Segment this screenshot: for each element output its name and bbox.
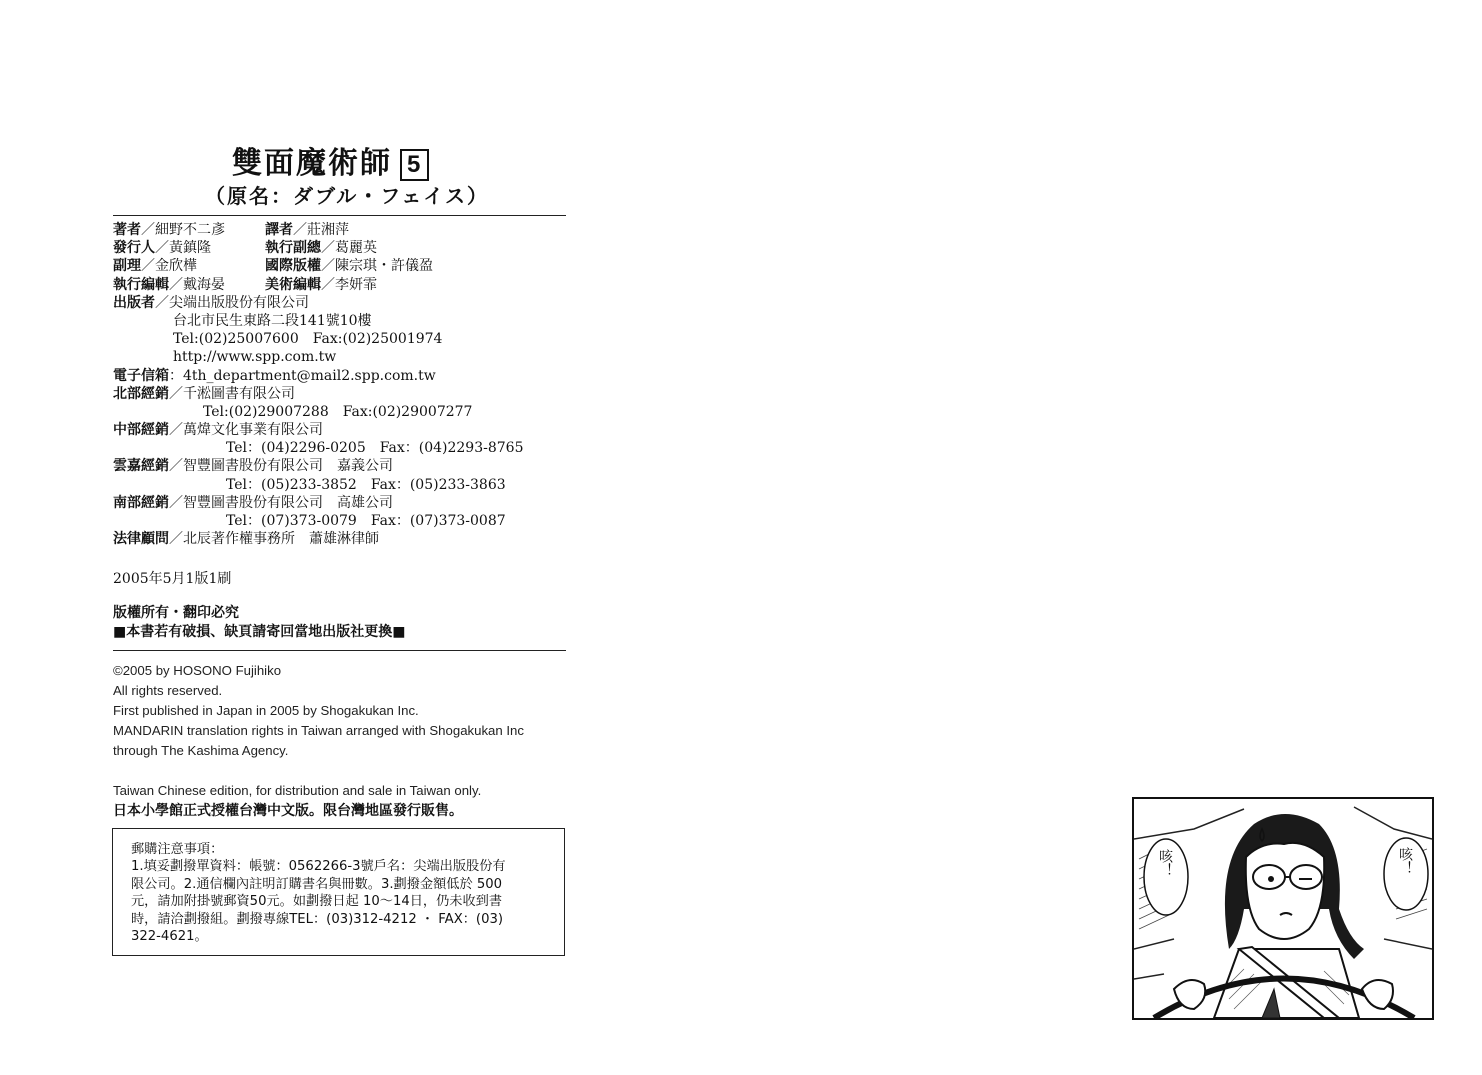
distributor-south: 南部經銷／智豐圖書股份有限公司 高雄公司 bbox=[113, 494, 393, 511]
volume-number: 5 bbox=[400, 149, 429, 181]
bubble-left-text: 咳！ bbox=[1157, 849, 1173, 877]
rights-rule bbox=[113, 650, 566, 651]
credit-row: 副理／金欣樺 國際版權／陳宗琪・許儀盈 bbox=[113, 258, 433, 275]
distributor-north: 北部經銷／千淞圖書有限公司 bbox=[113, 385, 295, 402]
comic-panel bbox=[1132, 797, 1434, 1020]
postal-line: 限公司。2.通信欄內註明訂購書名與冊數。3.劃撥金額低於 500 bbox=[131, 876, 503, 892]
agency-line: through The Kashima Agency. bbox=[113, 743, 289, 758]
email-row: 電子信箱：4th_department@mail2.spp.com.tw bbox=[113, 367, 436, 384]
damage-notice: ■本書若有破損、缺頁請寄回當地出版社更換■ bbox=[113, 624, 406, 640]
title-text: 雙面魔術師 bbox=[232, 146, 392, 181]
first-published-line: First published in Japan in 2005 by Shogakukan Inc. bbox=[113, 703, 419, 718]
publisher-address: 台北市民生東路二段141號10樓 bbox=[173, 312, 372, 329]
postal-line: 1.填妥劃撥單資料：帳號：0562266-3號戶名：尖端出版股份有 bbox=[131, 859, 506, 875]
publisher-url[interactable]: http://www.spp.com.tw bbox=[173, 349, 337, 366]
distributor-chiayi: 雲嘉經銷／智豐圖書股份有限公司 嘉義公司 bbox=[113, 458, 393, 475]
publisher-phone: Tel:(02)25007600 Fax:(02)25001974 bbox=[173, 331, 443, 348]
book-title bbox=[232, 138, 429, 182]
credits-block bbox=[113, 221, 523, 548]
copyright-line: ©2005 by HOSONO Fujihiko bbox=[113, 663, 282, 678]
postal-line: 時，請洽劃撥組。劃撥專線TEL：(03)312-4212 ・ FAX：(03) bbox=[131, 911, 503, 927]
legal-advisor: 法律顧問／北辰著作權事務所 蕭雄淋律師 bbox=[113, 531, 379, 548]
distributor-chiayi-contact: Tel：(05)233-3852 Fax：(05)233-3863 bbox=[226, 476, 506, 493]
postal-heading: 郵購注意事項： bbox=[131, 842, 224, 857]
credit-row: 執行編輯／戴海晏 美術編輯／李妍霏 bbox=[113, 276, 377, 293]
distributor-central: 中部經銷／萬煒文化事業有限公司 bbox=[113, 422, 323, 439]
postal-line: 322-4621。 bbox=[131, 929, 208, 945]
distributor-north-contact: Tel:(02)29007288 Fax:(02)29007277 bbox=[203, 403, 473, 420]
english-copyright bbox=[113, 661, 524, 821]
original-title: （原名：ダブル・フェイス） bbox=[205, 184, 489, 208]
credit-row: 著者／細野不二彥 譯者／莊湘萍 bbox=[113, 222, 349, 238]
postal-line: 元，請加附掛號郵資50元。如劃撥日起 10～14日，仍未收到書 bbox=[131, 894, 503, 910]
credit-row: 發行人／黃鎮隆 執行副總／葛麗英 bbox=[113, 240, 377, 257]
authorized-line: 日本小學館正式授權台灣中文版。限台灣地區發行販售。 bbox=[113, 803, 463, 819]
rights-notice bbox=[113, 604, 405, 642]
distributor-south-contact: Tel：(07)373-0079 Fax：(07)373-0087 bbox=[226, 513, 506, 529]
postal-order-notice bbox=[112, 828, 565, 956]
bubble-right-text: 咳！ bbox=[1397, 847, 1413, 875]
distributor-central-contact: Tel：(04)2296-0205 Fax：(04)2293-8765 bbox=[226, 440, 524, 457]
comic-illustration bbox=[1134, 799, 1432, 1018]
publisher-name: 出版者／尖端出版股份有限公司 bbox=[113, 294, 309, 311]
distribution-line: Taiwan Chinese edition, for distribution and sale in Taiwan only. bbox=[113, 783, 482, 798]
edition-info: 2005年5月1版1刷 bbox=[113, 571, 232, 587]
reserved-line: All rights reserved. bbox=[113, 683, 223, 698]
mandarin-rights-line: MANDARIN translation rights in Taiwan arranged with Shogakukan Inc bbox=[113, 723, 524, 738]
title-rule bbox=[113, 215, 566, 216]
rights-line: 版權所有・翻印必究 bbox=[113, 605, 239, 621]
